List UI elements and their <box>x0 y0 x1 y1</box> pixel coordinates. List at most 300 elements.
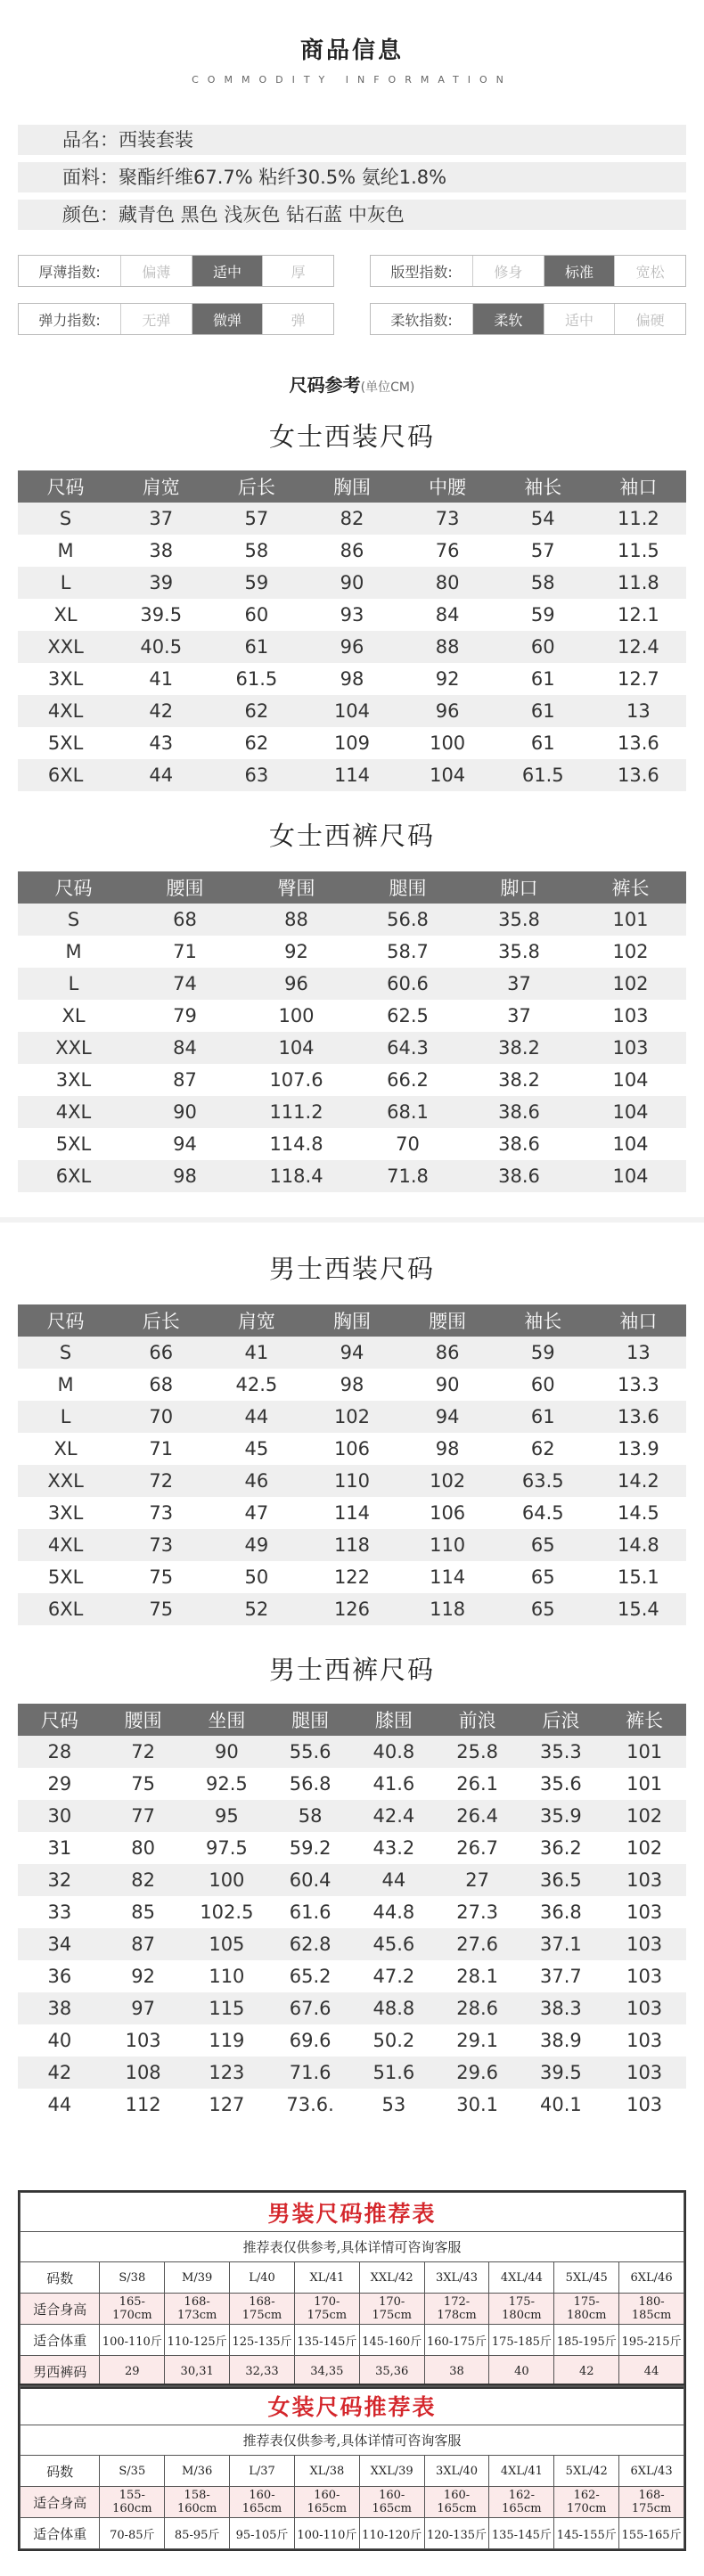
table-cell: 42.5 <box>209 1369 304 1401</box>
table-cell: 30 <box>18 1800 102 1832</box>
section-divider <box>0 1217 704 1223</box>
table-cell: 92 <box>241 936 352 968</box>
index-option: 微弹 <box>192 304 263 334</box>
table-row <box>18 1960 686 1992</box>
table-cell: 100 <box>400 727 495 759</box>
column-header: 膝围 <box>352 1704 436 1736</box>
recommend-cell: 适合体重 <box>20 2325 100 2356</box>
table-cell: 37.1 <box>520 1928 603 1960</box>
size-table-title: 女士西装尺码 <box>268 421 435 452</box>
column-header: 袖口 <box>591 470 686 503</box>
size-reference <box>0 371 704 397</box>
recommend-cell: 110-125斤 <box>165 2325 230 2356</box>
column-header: 袖长 <box>495 1304 591 1337</box>
table-cell: 123 <box>185 2057 269 2089</box>
table-row <box>18 695 686 727</box>
table-cell: 46 <box>209 1465 304 1497</box>
table-cell: 103 <box>602 1992 686 2024</box>
recommend-cell: 170-175cm <box>359 2294 424 2325</box>
column-header: 袖长 <box>495 470 591 503</box>
size-table <box>18 1304 686 1625</box>
table-cell: 104 <box>304 695 399 727</box>
table-row <box>18 599 686 631</box>
table-cell: 52 <box>209 1593 304 1625</box>
index-grid <box>18 255 686 335</box>
recommend-row <box>20 2518 684 2549</box>
table-row <box>18 727 686 759</box>
recommend-cell: 185-195斤 <box>554 2325 619 2356</box>
recommend-cell: 32,33 <box>230 2356 295 2387</box>
table-cell: 35.8 <box>463 904 575 936</box>
table-cell: 77 <box>102 1800 185 1832</box>
table-row <box>18 503 686 535</box>
table-cell: 58 <box>495 567 591 599</box>
table-row <box>18 631 686 663</box>
table-cell: 110 <box>304 1465 399 1497</box>
table-cell: 61.5 <box>209 663 304 695</box>
recommend-row <box>20 2456 684 2487</box>
table-cell: 41 <box>113 663 209 695</box>
column-header: 尺码 <box>18 1304 113 1337</box>
table-row <box>18 1433 686 1465</box>
table-cell: 36.2 <box>520 1832 603 1864</box>
table-cell: 5XL <box>18 727 113 759</box>
table-cell: 61 <box>495 695 591 727</box>
table-cell: 96 <box>400 695 495 727</box>
page-title: 商品信息 <box>299 37 404 64</box>
recommend-cell: L/37 <box>230 2456 295 2487</box>
column-header: 中腰 <box>400 470 495 503</box>
recommend-cell: XL/38 <box>294 2456 359 2487</box>
table-cell: 57 <box>209 503 304 535</box>
table-cell: 37.7 <box>520 1960 603 1992</box>
table-cell: 28.6 <box>436 1992 520 2024</box>
recommend-cell: 172-178cm <box>424 2294 489 2325</box>
table-cell: 103 <box>602 2089 686 2121</box>
table-cell: 13.9 <box>591 1433 686 1465</box>
table-cell: 59 <box>495 1337 591 1369</box>
table-row <box>18 663 686 695</box>
table-row <box>18 1736 686 1768</box>
recommend-cell: 180-185cm <box>619 2294 684 2325</box>
table-cell: 61.5 <box>495 759 591 791</box>
table-cell: 29 <box>18 1768 102 1800</box>
table-cell: 86 <box>400 1337 495 1369</box>
table-cell: 53 <box>352 2089 436 2121</box>
table-cell: M <box>18 936 129 968</box>
table-cell: 56.8 <box>268 1768 352 1800</box>
recommend-cell: 168-175cm <box>230 2294 295 2325</box>
table-cell: 103 <box>602 1864 686 1896</box>
recommend-cell: 175-180cm <box>554 2294 619 2325</box>
table-cell: 82 <box>102 1864 185 1896</box>
recommend-cell: L/40 <box>230 2262 295 2294</box>
table-cell: 92.5 <box>185 1768 269 1800</box>
table-cell: 84 <box>400 599 495 631</box>
recommend-cell: 5XL/42 <box>554 2456 619 2487</box>
table-cell: 44 <box>18 2089 102 2121</box>
column-header: 尺码 <box>18 871 129 904</box>
table-cell: 80 <box>400 567 495 599</box>
table-cell: 118.4 <box>241 1160 352 1192</box>
table-cell: 122 <box>304 1561 399 1593</box>
table-cell: 90 <box>185 1736 269 1768</box>
table-cell: 42 <box>113 695 209 727</box>
table-row <box>18 2057 686 2089</box>
page-subtitle: COMMODITY INFORMATION <box>192 74 512 86</box>
recommend-cell: 40 <box>489 2356 554 2387</box>
table-cell: 63 <box>209 759 304 791</box>
table-cell: 11.2 <box>591 503 686 535</box>
table-cell: 73 <box>113 1529 209 1561</box>
table-cell: 94 <box>129 1128 241 1160</box>
table-cell: 3XL <box>18 1497 113 1529</box>
recommend-cell: 165-170cm <box>100 2294 165 2325</box>
table-cell: 35.3 <box>520 1736 603 1768</box>
women-recommend-table <box>18 2384 686 2551</box>
table-cell: 39.5 <box>520 2057 603 2089</box>
table-cell: 44.8 <box>352 1896 436 1928</box>
table-cell: 92 <box>400 663 495 695</box>
recommend-cell: 适合身高 <box>20 2294 100 2325</box>
table-cell: 49 <box>209 1529 304 1561</box>
table-row <box>18 904 686 936</box>
recommend-cell: 码数 <box>20 2456 100 2487</box>
table-cell: 96 <box>241 968 352 1000</box>
size-table-title: 女士西裤尺码 <box>268 821 435 851</box>
table-cell: 58 <box>209 535 304 567</box>
table-cell: 37 <box>463 968 575 1000</box>
index-option: 修身 <box>472 256 544 286</box>
recommend-cell: 35,36 <box>359 2356 424 2387</box>
table-cell: 85 <box>102 1896 185 1928</box>
index-box <box>370 255 686 287</box>
table-cell: 63.5 <box>495 1465 591 1497</box>
table-cell: 104 <box>400 759 495 791</box>
table-header-row <box>18 470 686 503</box>
column-header: 臀围 <box>241 871 352 904</box>
table-cell: 87 <box>102 1928 185 1960</box>
table-cell: 103 <box>575 1000 686 1032</box>
column-header: 后长 <box>209 470 304 503</box>
table-cell: 13.3 <box>591 1369 686 1401</box>
index-label: 版型指数: <box>371 256 472 286</box>
recommend-cell: XL/41 <box>294 2262 359 2294</box>
recommend-cell: 4XL/44 <box>489 2262 554 2294</box>
table-cell: 106 <box>400 1497 495 1529</box>
table-cell: 103 <box>602 1960 686 1992</box>
table-row <box>18 1992 686 2024</box>
index-option: 适中 <box>544 304 615 334</box>
table-row <box>18 1768 686 1800</box>
table-cell: 114 <box>304 1497 399 1529</box>
table-cell: 27 <box>436 1864 520 1896</box>
table-cell: 5XL <box>18 1128 129 1160</box>
table-cell: 64.3 <box>352 1032 463 1064</box>
table-cell: 86 <box>304 535 399 567</box>
table-cell: 3XL <box>18 1064 129 1096</box>
recommend-title-row <box>20 2386 684 2425</box>
table-cell: 42 <box>18 2057 102 2089</box>
table-row <box>18 567 686 599</box>
table-cell: 102 <box>400 1465 495 1497</box>
table-cell: 61 <box>495 727 591 759</box>
table-cell: 38 <box>113 535 209 567</box>
column-header: 腰围 <box>129 871 241 904</box>
table-cell: 98 <box>304 663 399 695</box>
recommend-cell: 120-135斤 <box>424 2518 489 2549</box>
column-header: 前浪 <box>436 1704 520 1736</box>
table-cell: 110 <box>400 1529 495 1561</box>
size-reference-unit: (单位CM) <box>360 380 415 395</box>
recommend-row <box>20 2262 684 2294</box>
table-cell: 36.8 <box>520 1896 603 1928</box>
table-row <box>18 968 686 1000</box>
table-cell: 61 <box>495 1401 591 1433</box>
table-cell: 45 <box>209 1433 304 1465</box>
column-header: 尺码 <box>18 1704 102 1736</box>
table-cell: 104 <box>575 1096 686 1128</box>
table-row <box>18 759 686 791</box>
table-cell: 11.8 <box>591 567 686 599</box>
size-table <box>18 1704 686 2121</box>
column-header: 袖口 <box>591 1304 686 1337</box>
recommend-cell: XXL/39 <box>359 2456 424 2487</box>
table-cell: 115 <box>185 1992 269 2024</box>
table-cell: 55.6 <box>268 1736 352 1768</box>
table-cell: 114 <box>400 1561 495 1593</box>
recommend-cell: 适合身高 <box>20 2487 100 2518</box>
table-row <box>18 1896 686 1928</box>
table-cell: 58 <box>268 1800 352 1832</box>
table-cell: XL <box>18 1000 129 1032</box>
recommend-cell: 男西裤码 <box>20 2356 100 2387</box>
table-row <box>18 1561 686 1593</box>
recommend-row <box>20 2356 684 2387</box>
table-cell: 62 <box>209 695 304 727</box>
table-cell: L <box>18 1401 113 1433</box>
table-cell: 76 <box>400 535 495 567</box>
recommend-cell: 175-180cm <box>489 2294 554 2325</box>
recommend-cell: 162-170cm <box>554 2487 619 2518</box>
table-cell: 39.5 <box>113 599 209 631</box>
table-cell: 59.2 <box>268 1832 352 1864</box>
table-cell: 47 <box>209 1497 304 1529</box>
table-cell: XL <box>18 1433 113 1465</box>
recommend-cell: 125-135斤 <box>230 2325 295 2356</box>
index-box <box>18 255 334 287</box>
table-row <box>18 1064 686 1096</box>
table-cell: 119 <box>185 2024 269 2057</box>
table-cell: 104 <box>575 1064 686 1096</box>
table-cell: 71.8 <box>352 1160 463 1192</box>
column-header: 后浪 <box>520 1704 603 1736</box>
recommend-cell: 适合体重 <box>20 2518 100 2549</box>
table-cell: 35.8 <box>463 936 575 968</box>
recommend-cell: 70-85斤 <box>100 2518 165 2549</box>
table-row <box>18 1128 686 1160</box>
recommend-cell: 3XL/40 <box>424 2456 489 2487</box>
table-cell: 60 <box>495 631 591 663</box>
table-cell: 108 <box>102 2057 185 2089</box>
table-cell: 13.6 <box>591 727 686 759</box>
table-cell: 65.2 <box>268 1960 352 1992</box>
table-cell: 110 <box>185 1960 269 1992</box>
table-cell: 112 <box>102 2089 185 2121</box>
table-cell: 4XL <box>18 1096 129 1128</box>
table-cell: 80 <box>102 1832 185 1864</box>
table-cell: 72 <box>113 1465 209 1497</box>
table-cell: 27.6 <box>436 1928 520 1960</box>
recommend-cell: 168-175cm <box>619 2487 684 2518</box>
table-cell: 13 <box>591 1337 686 1369</box>
index-option: 厚 <box>262 256 333 286</box>
recommend-title: 女装尺码推荐表 <box>20 2386 684 2425</box>
table-cell: 43 <box>113 727 209 759</box>
table-cell: 35.6 <box>520 1768 603 1800</box>
table-cell: 64.5 <box>495 1497 591 1529</box>
table-cell: 28.1 <box>436 1960 520 1992</box>
table-row <box>18 2024 686 2057</box>
table-cell: XL <box>18 599 113 631</box>
recommend-cell: 160-165cm <box>294 2487 359 2518</box>
table-row <box>18 936 686 968</box>
table-cell: 35.9 <box>520 1800 603 1832</box>
table-cell: 100 <box>241 1000 352 1032</box>
table-cell: 6XL <box>18 759 113 791</box>
table-cell: 100 <box>185 1864 269 1896</box>
table-cell: 14.5 <box>591 1497 686 1529</box>
table-cell: 103 <box>102 2024 185 2057</box>
table-cell: 92 <box>102 1960 185 1992</box>
table-cell: 101 <box>602 1768 686 1800</box>
table-cell: 88 <box>241 904 352 936</box>
table-row <box>18 1337 686 1369</box>
table-cell: 71 <box>113 1433 209 1465</box>
index-option: 偏硬 <box>614 304 685 334</box>
table-cell: 47.2 <box>352 1960 436 1992</box>
table-cell: 40.5 <box>113 631 209 663</box>
table-cell: 29.6 <box>436 2057 520 2089</box>
men-recommend-table <box>18 2190 686 2389</box>
table-cell: 98 <box>129 1160 241 1192</box>
table-cell: XXL <box>18 1465 113 1497</box>
table-cell: L <box>18 968 129 1000</box>
table-cell: 68.1 <box>352 1096 463 1128</box>
recommend-cell: S/38 <box>100 2262 165 2294</box>
table-cell: 38.9 <box>520 2024 603 2057</box>
column-header: 胸围 <box>304 1304 399 1337</box>
table-row <box>18 1369 686 1401</box>
table-cell: 98 <box>304 1369 399 1401</box>
table-cell: 42.4 <box>352 1800 436 1832</box>
table-cell: 14.2 <box>591 1465 686 1497</box>
index-box <box>370 303 686 335</box>
recommend-cell: XXL/42 <box>359 2262 424 2294</box>
table-row <box>18 1032 686 1064</box>
table-cell: 68 <box>129 904 241 936</box>
table-cell: 50.2 <box>352 2024 436 2057</box>
index-box <box>18 303 334 335</box>
recommend-cell: 110-120斤 <box>359 2518 424 2549</box>
table-cell: 26.1 <box>436 1768 520 1800</box>
column-header: 肩宽 <box>209 1304 304 1337</box>
index-option: 弹 <box>262 304 333 334</box>
recommend-cell: 175-185斤 <box>489 2325 554 2356</box>
recommend-cell: 3XL/43 <box>424 2262 489 2294</box>
size-table-title: 男士西裤尺码 <box>268 1655 435 1685</box>
table-cell: 13.6 <box>591 1401 686 1433</box>
table-cell: 102 <box>575 968 686 1000</box>
table-cell: 102 <box>304 1401 399 1433</box>
table-cell: 27.3 <box>436 1896 520 1928</box>
table-cell: 58.7 <box>352 936 463 968</box>
table-cell: 4XL <box>18 1529 113 1561</box>
table-cell: 66 <box>113 1337 209 1369</box>
table-cell: 82 <box>304 503 399 535</box>
table-row <box>18 1401 686 1433</box>
table-cell: 15.1 <box>591 1561 686 1593</box>
table-cell: 103 <box>602 1928 686 1960</box>
table-cell: 127 <box>185 2089 269 2121</box>
index-label: 柔软指数: <box>371 304 472 334</box>
table-cell: M <box>18 1369 113 1401</box>
table-cell: S <box>18 503 113 535</box>
recommend-cell: 155-160cm <box>100 2487 165 2518</box>
table-cell: 33 <box>18 1896 102 1928</box>
table-cell: 4XL <box>18 695 113 727</box>
table-cell: 102 <box>602 1832 686 1864</box>
table-cell: 62.5 <box>352 1000 463 1032</box>
table-cell: 75 <box>113 1561 209 1593</box>
table-cell: 94 <box>400 1401 495 1433</box>
info-fabric: 面料：聚酯纤维67.7% 粘纤30.5% 氨纶1.8% <box>18 162 686 192</box>
table-cell: 60.6 <box>352 968 463 1000</box>
table-cell: S <box>18 1337 113 1369</box>
table-cell: 90 <box>304 567 399 599</box>
recommend-cell: 155-165斤 <box>619 2518 684 2549</box>
column-header: 坐围 <box>185 1704 269 1736</box>
table-cell: 118 <box>304 1529 399 1561</box>
table-cell: 25.8 <box>436 1736 520 1768</box>
recommend-cell: 158-160cm <box>165 2487 230 2518</box>
info-color: 颜色：藏青色 黑色 浅灰色 钻石蓝 中灰色 <box>18 200 686 230</box>
table-cell: 94 <box>304 1337 399 1369</box>
table-cell: 70 <box>352 1128 463 1160</box>
index-option: 标准 <box>544 256 615 286</box>
table-cell: 5XL <box>18 1561 113 1593</box>
table-cell: 69.6 <box>268 2024 352 2057</box>
table-cell: 61 <box>209 631 304 663</box>
table-cell: 26.7 <box>436 1832 520 1864</box>
table-cell: 118 <box>400 1593 495 1625</box>
table-cell: 40 <box>18 2024 102 2057</box>
table-cell: 102 <box>602 1800 686 1832</box>
table-cell: 67.6 <box>268 1992 352 2024</box>
table-cell: 41 <box>209 1337 304 1369</box>
table-cell: 51.6 <box>352 2057 436 2089</box>
table-row <box>18 1096 686 1128</box>
recommend-title: 男装尺码推荐表 <box>20 2193 684 2232</box>
column-header: 肩宽 <box>113 470 209 503</box>
table-cell: 39 <box>113 567 209 599</box>
table-cell: 101 <box>602 1736 686 1768</box>
table-cell: 31 <box>18 1832 102 1864</box>
table-row <box>18 1529 686 1561</box>
table-cell: 75 <box>102 1768 185 1800</box>
table-cell: 102 <box>575 936 686 968</box>
recommend-cell: 6XL/46 <box>619 2262 684 2294</box>
